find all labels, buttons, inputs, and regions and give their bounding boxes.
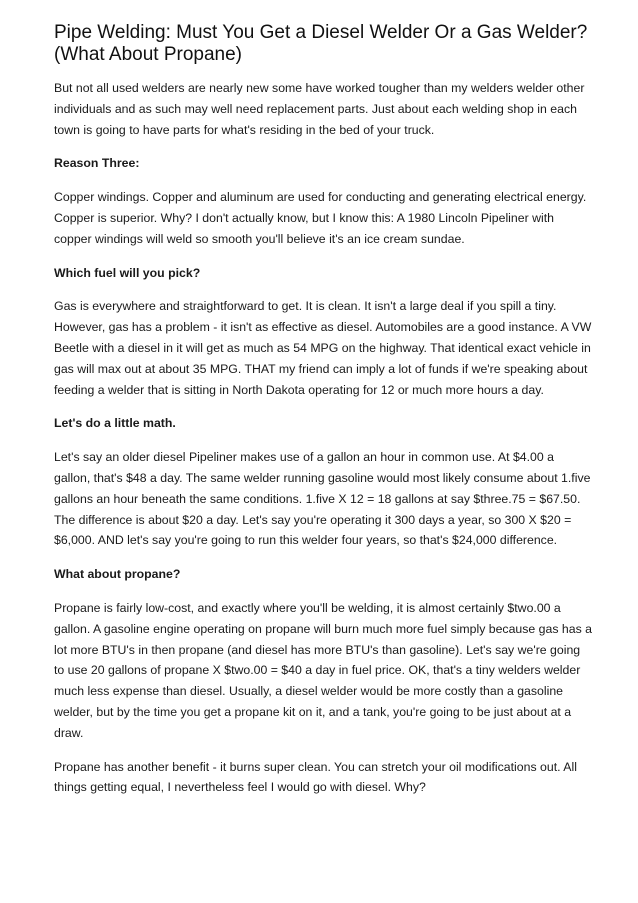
- paragraph-copper-windings: Copper windings. Copper and aluminum are used for conducting and generating electrical energy. Copper is superior. Why? I don't actually know, but I know this: A 1980 Lincoln Pipeliner with copper windings will weld so smooth you'll believe it's an ice cream sundae.: [54, 190, 587, 246]
- paragraph-gas: Gas is everywhere and straightforward to get. It is clean. It isn't a large deal if you spill a tiny. However, gas has a problem - it isn't as effective as diesel. Automobiles are a good instance. A VW Beetle with a diesel in it will get as much as 54 MPG on the highway. That identical exact vehicle in gas will max out at about 35 MPG. THAT my friend can imply a lot of funds if we're speaking about feeding a welder that is sitting in North Dakota operating for 12 or much more hours a day.: [54, 299, 592, 397]
- paragraph-math: Let's say an older diesel Pipeliner makes use of a gallon an hour in common use. At $4.00 a gallon, that's $48 a day. The same welder running gasoline would most likely consume about 1.five gallons an hour beneath the same conditions. 1.five X 12 = 18 gallons at say $three.75 = $67.50. The difference is about $20 a day. Let's say you're operating it 300 days a year, so 300 X $20 = $6,000. AND let's say you're going to run this welder four years, so that's $24,000 difference.: [54, 450, 591, 548]
- section-heading-which-fuel: Which fuel will you pick?: [54, 265, 201, 280]
- page-title: Pipe Welding: Must You Get a Diesel Welder Or a Gas Welder? (What About Propane): [54, 22, 588, 65]
- paragraph-propane-cost: Propane is fairly low-cost, and exactly where you'll be welding, it is almost certainly $two.00 a gallon. A gasoline engine operating on propane will burn much more fuel simply because gas has a lot more BTU's in then propane (and diesel has more BTU's than gasoline). Let's say we're going to use 20 gallons of propane X $two.00 = $40 a day in fuel price. OK, that's a tiny welders welder much less expense than diesel. Usually, a diesel welder would be more costly than a gasoline welder, but by the time you get a propane kit on it, and a tank, you're going to be just about at a draw.: [54, 600, 592, 740]
- paragraph-propane-benefit: Propane has another benefit - it burns super clean. You can stretch your oil modifications out. All things getting equal, I nevertheless feel I would go with diesel. Why?: [54, 759, 577, 795]
- section-heading-reason-three: Reason Three:: [54, 156, 140, 171]
- section-heading-math: Let's do a little math.: [54, 416, 176, 431]
- section-heading-propane: What about propane?: [54, 567, 181, 582]
- paragraph-intro: But not all used welders are nearly new some have worked tougher than my welders welder other individuals and as such may well need replacement parts. Just about each welding shop in each town is going to have parts for what's residing in the bed of your truck.: [54, 81, 585, 137]
